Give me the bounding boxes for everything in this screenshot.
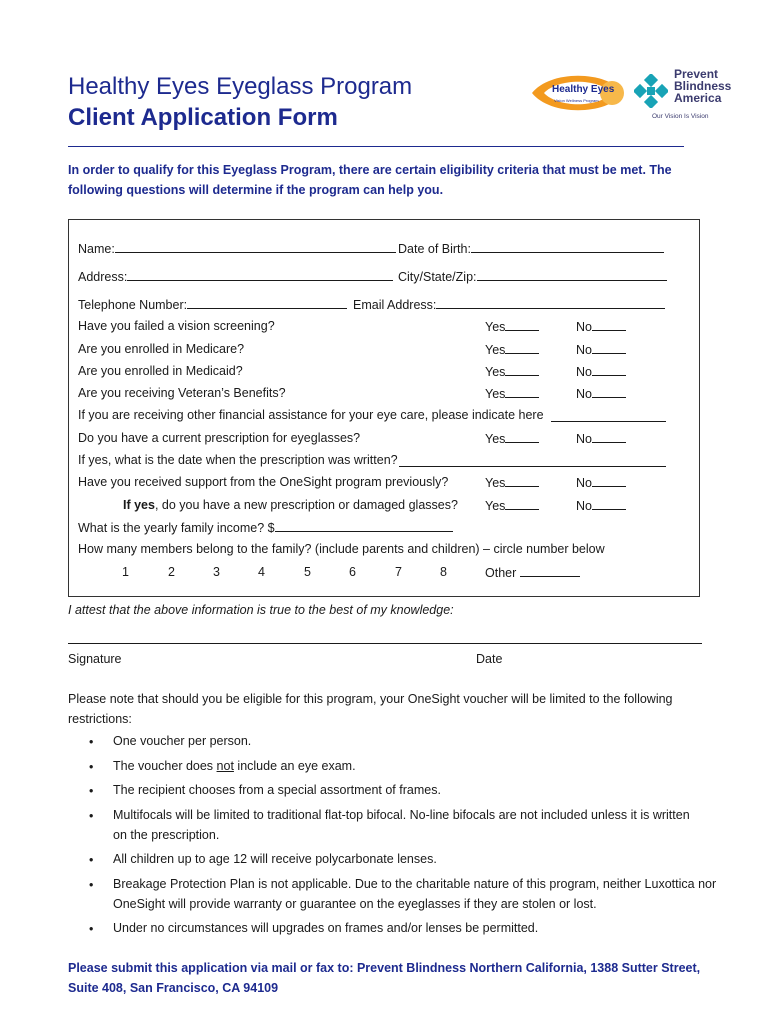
prevent-blindness-logo — [634, 68, 744, 126]
yes-option[interactable]: Yes — [485, 319, 539, 334]
question-medicare: Are you enrolled in Medicare? — [78, 342, 245, 356]
income-label: What is the yearly family income? $ — [78, 521, 275, 535]
no-option[interactable]: No — [576, 431, 626, 446]
family-number-4[interactable]: 4 — [258, 565, 265, 579]
bullet-icon: • — [89, 809, 94, 823]
yes-option[interactable]: Yes — [485, 364, 539, 379]
city-label: City/State/Zip: — [398, 270, 477, 284]
name-field[interactable] — [115, 241, 396, 253]
signature-label: Signature — [68, 652, 122, 666]
no-option[interactable]: No — [576, 386, 626, 401]
phone-field[interactable] — [187, 297, 347, 309]
bullet-icon: • — [89, 760, 94, 774]
family-number-8[interactable]: 8 — [440, 565, 447, 579]
other-assistance-label: If you are receiving other financial assistance for your eye care, please indicate here — [78, 408, 544, 422]
family-number-3[interactable]: 3 — [213, 565, 220, 579]
income-field[interactable] — [275, 520, 453, 532]
restriction-item: All children up to age 12 will receive polycarbonate lenses. — [113, 852, 437, 866]
question-onesight-previous: Have you received support from the OneSight program previously? — [78, 475, 449, 489]
date-label: Date — [476, 652, 503, 666]
email-row — [353, 297, 665, 312]
name-label: Name: — [78, 242, 115, 256]
healthy-eyes-logo-text: Healthy Eyes — [552, 84, 615, 95]
pba-line3: America — [674, 91, 722, 105]
family-number-5[interactable]: 5 — [304, 565, 311, 579]
other-assistance-field[interactable] — [551, 410, 666, 422]
if-yes-label: If yes — [123, 498, 155, 512]
yes-option[interactable]: Yes — [485, 386, 539, 401]
submission-instructions: Please submit this application via mail or fax to: Prevent Blindness Northern California, 1388 Sutter Street, Suite 408, San Francisco, CA 94109 — [68, 961, 701, 995]
no-option[interactable]: No — [576, 364, 626, 379]
healthy-eyes-logo — [530, 70, 626, 116]
email-label: Email Address: — [353, 298, 437, 312]
bullet-icon: • — [89, 735, 94, 749]
prescription-date-field[interactable] — [399, 455, 666, 467]
signature-line[interactable] — [68, 643, 702, 644]
email-field[interactable] — [436, 297, 665, 309]
family-members-question: How many members belong to the family? (include parents and children) – circle number below — [78, 542, 605, 556]
dob-label: Date of Birth: — [398, 242, 471, 256]
prescription-date-label: If yes, what is the date when the prescription was written? — [78, 453, 398, 467]
phone-row — [78, 297, 347, 312]
pba-line2: Blindness — [674, 79, 732, 93]
not-underlined: not — [216, 759, 234, 773]
yes-option[interactable]: Yes — [485, 342, 539, 357]
header-divider — [68, 146, 684, 147]
family-other[interactable]: Other — [485, 565, 580, 580]
restriction-item: Under no circumstances will upgrades on frames and/or lenses be permitted. — [113, 921, 539, 935]
form-title: Healthy Eyes Eyeglass Program — [68, 73, 413, 100]
question-vision-screening: Have you failed a vision screening? — [78, 319, 275, 333]
family-other-field[interactable] — [520, 565, 580, 577]
question-current-prescription: Do you have a current prescription for eyeglasses? — [78, 431, 361, 445]
address-label: Address: — [78, 270, 128, 284]
yes-option[interactable]: Yes — [485, 431, 539, 446]
pba-line1: Prevent — [674, 67, 719, 81]
question-new-prescription: If yes, do you have a new prescription or damaged glasses? — [123, 498, 458, 512]
restriction-item: Breakage Protection Plan is not applicable. Due to the charitable nature of this program, neither Luxottica nor OneSight will provide warranty or guarantee on the eyeglasses if they are stolen or lost. — [113, 877, 717, 911]
attestation-text: I attest that the above information is true to the best of my knowledge: — [68, 603, 454, 617]
no-option[interactable]: No — [576, 342, 626, 357]
bullet-icon: • — [89, 853, 94, 867]
restriction-item: The recipient chooses from a special assortment of frames. — [113, 783, 441, 797]
bullet-icon: • — [89, 784, 94, 798]
other-assistance-row — [78, 408, 544, 422]
city-row — [398, 269, 667, 284]
family-number-2[interactable]: 2 — [168, 565, 175, 579]
question-medicaid: Are you enrolled in Medicaid? — [78, 364, 243, 378]
restriction-item: The voucher does not include an eye exam. — [113, 759, 356, 773]
address-field[interactable] — [127, 269, 393, 281]
form-subtitle: Client Application Form — [68, 104, 338, 131]
phone-label: Telephone Number: — [78, 298, 188, 312]
eligibility-intro: In order to qualify for this Eyeglass Program, there are certain eligibility criteria that must be met. The following questions will determine if the program can help you. — [68, 163, 672, 197]
address-row — [78, 269, 393, 284]
family-number-7[interactable]: 7 — [395, 565, 402, 579]
family-number-1[interactable]: 1 — [122, 565, 129, 579]
restriction-item: Multifocals will be limited to traditional flat-top bifocal. No-line bifocals are not included unless it is written on the prescription. — [113, 808, 690, 842]
bullet-icon: • — [89, 878, 94, 892]
bullet-icon: • — [89, 922, 94, 936]
name-row — [78, 241, 396, 256]
prescription-date-row — [78, 453, 398, 467]
healthy-eyes-logo-tagline: Vision Wellness Program — [554, 98, 599, 103]
pba-tagline: Our Vision Is Vision — [652, 113, 709, 120]
yes-option[interactable]: Yes — [485, 498, 539, 513]
family-number-6[interactable]: 6 — [349, 565, 356, 579]
income-row — [78, 520, 453, 535]
question-veteran-benefits: Are you receiving Veteran’s Benefits? — [78, 386, 286, 400]
dob-field[interactable] — [471, 241, 664, 253]
restrictions-note: Please note that should you be eligible for this program, your OneSight voucher will be limited to the following restrictions: — [68, 692, 673, 726]
prevent-blindness-mark-icon — [634, 74, 668, 108]
no-option[interactable]: No — [576, 319, 626, 334]
no-option[interactable]: No — [576, 498, 626, 513]
dob-row — [398, 241, 664, 256]
no-option[interactable]: No — [576, 475, 626, 490]
yes-option[interactable]: Yes — [485, 475, 539, 490]
restriction-item: One voucher per person. — [113, 734, 252, 748]
city-state-zip-field[interactable] — [477, 269, 667, 281]
